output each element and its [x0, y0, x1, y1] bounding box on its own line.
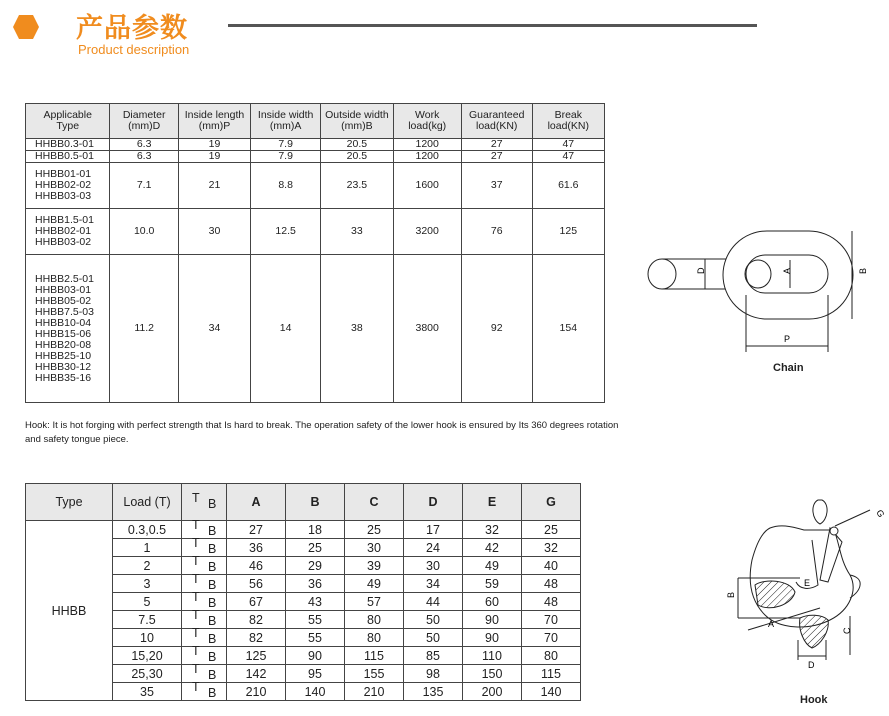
- dimension-cell: 95: [286, 665, 345, 683]
- dimension-cell: 29: [286, 557, 345, 575]
- dimension-cell: 142: [227, 665, 286, 683]
- dimension-cell: 125: [227, 647, 286, 665]
- dimension-cell: 70: [522, 629, 581, 647]
- type-code: HHBB20-08: [35, 338, 92, 351]
- dimension-cell: 55: [286, 611, 345, 629]
- tb-cell: T B: [182, 647, 227, 665]
- dimension-cell: 80: [345, 629, 404, 647]
- hook-caption: Hook: [800, 694, 828, 706]
- hook-label-a: A: [768, 619, 775, 629]
- value-cell-guar: 76: [461, 209, 532, 255]
- type-cell: [26, 151, 110, 163]
- type-code: HHBB1.5-01: [35, 214, 94, 226]
- load-cell: 1: [113, 539, 182, 557]
- load-cell: 10: [113, 629, 182, 647]
- dimension-cell: 200: [463, 683, 522, 701]
- chain-header-cell: Applicable Type: [26, 104, 110, 139]
- hook-table-header-row: [26, 484, 581, 521]
- dimension-cell: 82: [227, 611, 286, 629]
- header-col-g: G: [522, 484, 581, 521]
- value-cell-d: 10.0: [110, 209, 178, 255]
- value-cell-work: 1600: [393, 163, 461, 209]
- type-code: HHBB7.5-03: [35, 305, 94, 318]
- value-cell-guar: 27: [461, 139, 532, 151]
- type-code: HHBB03-01: [35, 283, 92, 296]
- type-code: HHBB03-03: [35, 190, 92, 202]
- value-cell-b: 23.5: [321, 163, 393, 209]
- dimension-cell: 135: [404, 683, 463, 701]
- dimension-cell: 110: [463, 647, 522, 665]
- value-cell-a: 7.9: [251, 139, 321, 151]
- dimension-cell: 210: [227, 683, 286, 701]
- load-cell: 5: [113, 593, 182, 611]
- type-code: HHBB02-02: [35, 179, 92, 191]
- hook-label-g: G: [874, 508, 887, 520]
- dimension-cell: 140: [286, 683, 345, 701]
- dimension-cell: 50: [404, 629, 463, 647]
- chain-header-cell: Guaranteed load(KN): [461, 104, 532, 139]
- dimension-cell: 34: [404, 575, 463, 593]
- header-col-a: A: [227, 484, 286, 521]
- value-cell-work: 3800: [393, 255, 461, 403]
- value-cell-brk: 154: [532, 255, 604, 403]
- dimension-cell: 32: [463, 521, 522, 539]
- chain-table-row: [26, 151, 605, 163]
- dimension-cell: 90: [463, 611, 522, 629]
- type-cell: [26, 255, 110, 403]
- chain-table-row: [26, 139, 605, 151]
- hook-label-c: C: [842, 627, 852, 634]
- value-cell-brk: 47: [532, 139, 604, 151]
- chain-caption: Chain: [773, 362, 804, 374]
- chain-drawing: [640, 222, 880, 352]
- type-cell: [26, 163, 110, 209]
- chain-label-b: B: [858, 267, 868, 274]
- load-cell: 25,30: [113, 665, 182, 683]
- value-cell-guar: 37: [461, 163, 532, 209]
- tb-symbol: T B: [192, 490, 217, 511]
- type-code: HHBB35-16: [35, 371, 92, 384]
- tb-cell: T B: [182, 629, 227, 647]
- value-cell-p: 34: [178, 255, 250, 403]
- value-cell-a: 14: [251, 255, 321, 403]
- value-cell-p: 19: [178, 151, 250, 163]
- value-cell-p: 21: [178, 163, 250, 209]
- header-type: Type: [26, 484, 113, 521]
- dimension-cell: 40: [522, 557, 581, 575]
- tb-cell: T B: [182, 539, 227, 557]
- chain-spec-table: [25, 103, 605, 403]
- type-code: HHBB01-01: [35, 168, 92, 180]
- header-load: Load (T): [113, 484, 182, 521]
- dimension-cell: 25: [345, 521, 404, 539]
- load-cell: 2: [113, 557, 182, 575]
- header-col-b: B: [286, 484, 345, 521]
- value-cell-work: 1200: [393, 151, 461, 163]
- value-cell-b: 33: [321, 209, 393, 255]
- type-code: HHBB25-10: [35, 349, 92, 362]
- dimension-cell: 32: [522, 539, 581, 557]
- tb-cell: T B: [182, 575, 227, 593]
- chain-header-cell: Break load(KN): [532, 104, 604, 139]
- value-cell-brk: 61.6: [532, 163, 604, 209]
- type-cell: [26, 209, 110, 255]
- header-col-e: E: [463, 484, 522, 521]
- type-code: HHBB0.5-01: [35, 150, 94, 162]
- dimension-cell: 25: [286, 539, 345, 557]
- hook-label-e: E: [804, 578, 811, 588]
- dimension-cell: 36: [286, 575, 345, 593]
- section-title: 产品参数: [76, 13, 188, 44]
- tb-cell: T B: [182, 521, 227, 539]
- chain-label-a: A: [782, 267, 792, 274]
- hook-type-cell: HHBB: [26, 521, 113, 701]
- value-cell-d: 6.3: [110, 139, 178, 151]
- chain-table-row: [26, 163, 605, 209]
- value-cell-b: 20.5: [321, 139, 393, 151]
- chain-label-d: D: [696, 267, 706, 274]
- tb-cell: T B: [182, 611, 227, 629]
- value-cell-guar: 27: [461, 151, 532, 163]
- dimension-cell: 48: [522, 593, 581, 611]
- chain-header-cell: Inside length (mm)P: [178, 104, 250, 139]
- hook-spec-table: [25, 483, 581, 701]
- dimension-cell: 55: [286, 629, 345, 647]
- dimension-cell: 17: [404, 521, 463, 539]
- type-cell: [26, 139, 110, 151]
- chain-label-p: P: [784, 334, 791, 344]
- dimension-cell: 49: [463, 557, 522, 575]
- dimension-cell: 50: [404, 611, 463, 629]
- dimension-cell: 67: [227, 593, 286, 611]
- hook-label-b: B: [726, 591, 736, 598]
- load-cell: 3: [113, 575, 182, 593]
- value-cell-work: 1200: [393, 139, 461, 151]
- chain-table-row: [26, 209, 605, 255]
- header-tb: [182, 484, 227, 521]
- dimension-cell: 155: [345, 665, 404, 683]
- value-cell-brk: 47: [532, 151, 604, 163]
- value-cell-brk: 125: [532, 209, 604, 255]
- dimension-cell: 56: [227, 575, 286, 593]
- dimension-cell: 43: [286, 593, 345, 611]
- value-cell-d: 6.3: [110, 151, 178, 163]
- load-cell: 0.3,0.5: [113, 521, 182, 539]
- type-code: HHBB30-12: [35, 360, 92, 373]
- dimension-cell: 39: [345, 557, 404, 575]
- tb-cell: T B: [182, 557, 227, 575]
- dimension-cell: 140: [522, 683, 581, 701]
- dimension-cell: 18: [286, 521, 345, 539]
- dimension-cell: 60: [463, 593, 522, 611]
- dimension-cell: 82: [227, 629, 286, 647]
- chain-table-header-row: [26, 104, 605, 139]
- value-cell-a: 8.8: [251, 163, 321, 209]
- tb-cell: T B: [182, 665, 227, 683]
- type-code: HHBB0.3-01: [35, 138, 94, 150]
- value-cell-p: 19: [178, 139, 250, 151]
- dimension-cell: 85: [404, 647, 463, 665]
- tb-cell: T B: [182, 593, 227, 611]
- value-cell-p: 30: [178, 209, 250, 255]
- chain-header-cell: Diameter (mm)D: [110, 104, 178, 139]
- load-cell: 7.5: [113, 611, 182, 629]
- dimension-cell: 59: [463, 575, 522, 593]
- dimension-cell: 115: [345, 647, 404, 665]
- section-subtitle: Product description: [78, 42, 190, 57]
- chain-header-cell: Work load(kg): [393, 104, 461, 139]
- dimension-cell: 36: [227, 539, 286, 557]
- value-cell-b: 20.5: [321, 151, 393, 163]
- dimension-cell: 27: [227, 521, 286, 539]
- dimension-cell: 48: [522, 575, 581, 593]
- header-col-d: D: [404, 484, 463, 521]
- hexagon-bullet-icon: [12, 14, 40, 40]
- header-col-c: C: [345, 484, 404, 521]
- load-cell: 35: [113, 683, 182, 701]
- value-cell-a: 12.5: [251, 209, 321, 255]
- dimension-cell: 90: [286, 647, 345, 665]
- dimension-cell: 46: [227, 557, 286, 575]
- dimension-cell: 49: [345, 575, 404, 593]
- tb-cell: T B: [182, 683, 227, 701]
- hook-table-row: [26, 521, 581, 539]
- dimension-cell: 30: [345, 539, 404, 557]
- dimension-cell: 70: [522, 611, 581, 629]
- dimension-cell: 80: [345, 611, 404, 629]
- dimension-cell: 30: [404, 557, 463, 575]
- dimension-cell: 42: [463, 539, 522, 557]
- value-cell-d: 11.2: [110, 255, 178, 403]
- dimension-cell: 98: [404, 665, 463, 683]
- type-code: HHBB03-02: [35, 236, 92, 248]
- type-code: HHBB10-04: [35, 316, 92, 329]
- chain-table-row: [26, 255, 605, 403]
- hook-drawing: [700, 490, 885, 690]
- type-code: HHBB02-01: [35, 225, 92, 237]
- dimension-cell: 150: [463, 665, 522, 683]
- hook-label-d: D: [808, 660, 815, 670]
- value-cell-work: 3200: [393, 209, 461, 255]
- dimension-cell: 44: [404, 593, 463, 611]
- dimension-cell: 57: [345, 593, 404, 611]
- value-cell-guar: 92: [461, 255, 532, 403]
- hook-description-note: Hook: It is hot forging with perfect strength that Is hard to break. The operation safety of the lower hook is ensured by Its 360 degrees rotation and safety tongue piece.: [25, 420, 619, 445]
- dimension-cell: 24: [404, 539, 463, 557]
- type-code: HHBB2.5-01: [35, 272, 94, 285]
- dimension-cell: 210: [345, 683, 404, 701]
- header-divider: [228, 24, 757, 27]
- dimension-cell: 90: [463, 629, 522, 647]
- type-code: HHBB05-02: [35, 294, 92, 307]
- value-cell-b: 38: [321, 255, 393, 403]
- chain-header-cell: Inside width (mm)A: [251, 104, 321, 139]
- load-cell: 15,20: [113, 647, 182, 665]
- type-code: HHBB15-06: [35, 327, 92, 340]
- chain-header-cell: Outside width (mm)B: [321, 104, 393, 139]
- dimension-cell: 115: [522, 665, 581, 683]
- dimension-cell: 25: [522, 521, 581, 539]
- value-cell-a: 7.9: [251, 151, 321, 163]
- dimension-cell: 80: [522, 647, 581, 665]
- value-cell-d: 7.1: [110, 163, 178, 209]
